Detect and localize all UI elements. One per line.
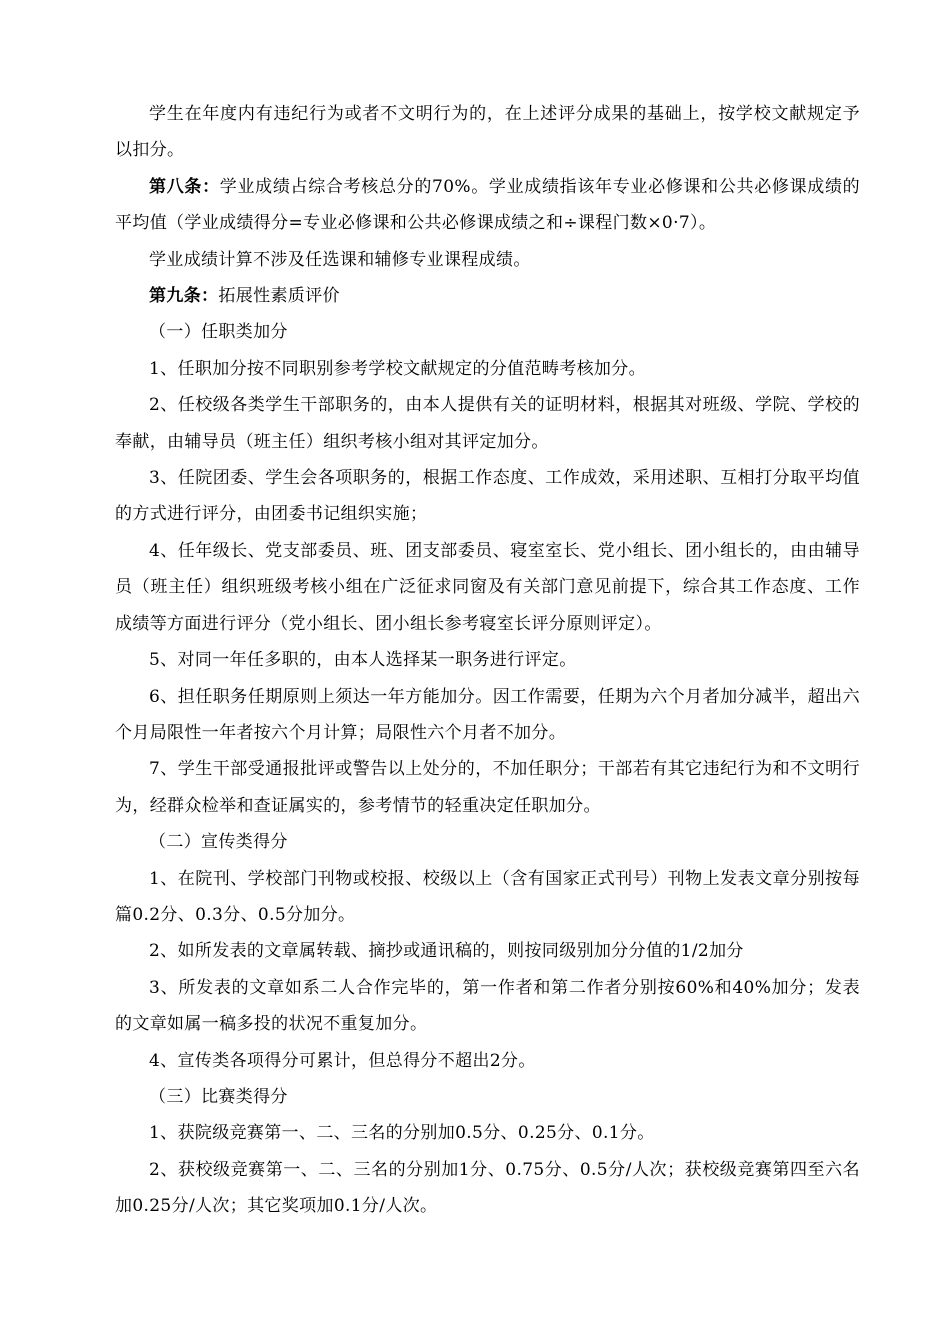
list-item (115, 533, 860, 642)
list-item (115, 1152, 860, 1225)
paragraph-discipline-deduction (115, 96, 860, 169)
list-item-text: 3、任院团委、学生会各项职务的，根据工作态度、工作成效，采用述职、互相打分取平均值的方式进行评分，由团委书记组织实施； (115, 468, 860, 525)
list-item (115, 1115, 860, 1151)
list-item (115, 751, 860, 824)
paragraph-text: 学业成绩占综合考核总分的70%。学业成绩指该年专业必修课和公共必修课成绩的平均值（学业成绩得分=专业必修课和公共必修课成绩之和÷课程门数×0·7）。 (115, 176, 861, 234)
list-item-text: 2、如所发表的文章属转载、摘抄或通讯稿的，则按同级别加分分值的1/2加分 (149, 941, 744, 962)
paragraph-article-8 (115, 169, 860, 242)
list-item (115, 861, 860, 934)
list-item (115, 460, 860, 533)
list-item-text: 7、学生干部受通报批评或警告以上处分的，不加任职分；干部若有其它违纪行为和不文明行为，经群众检举和查证属实的，参考情节的轻重决定任职加分。 (115, 759, 860, 816)
list-item-text: 3、所发表的文章如系二人合作完毕的，第一作者和第二作者分别按60%和40%加分；发表的文章如属一稿多投的状况不重复加分。 (115, 977, 860, 1035)
paragraph-text: 学业成绩计算不涉及任选课和辅修专业课程成绩。 (149, 249, 531, 270)
list-item-text: 4、宣传类各项得分可累计，但总得分不超出2分。 (149, 1050, 536, 1071)
list-item-text: 2、获校级竞赛第一、二、三名的分别加1分、0.75分、0.5分/人次；获校级竞赛第四至六名加0.25分/人次；其它奖项加0.1分/人次。 (115, 1159, 860, 1217)
article-heading: 第八条： (149, 176, 220, 197)
section-heading-text: （二）宣传类得分 (149, 832, 288, 853)
document-body (115, 96, 860, 1225)
list-item (115, 679, 860, 752)
paragraph-elective-exclusion (115, 242, 860, 278)
list-item-text: 1、任职加分按不同职别参考学校文献规定的分值范畴考核加分。 (149, 358, 646, 379)
paragraph-text: 拓展性素质评价 (218, 286, 340, 307)
list-item (115, 387, 860, 460)
section-heading-text: （三）比赛类得分 (149, 1086, 288, 1107)
list-item (115, 933, 860, 969)
list-item (115, 1043, 860, 1079)
paragraph-text: 学生在年度内有违纪行为或者不文明行为的，在上述评分成果的基础上，按学校文献规定予以扣分。 (115, 104, 860, 161)
list-item-text: 1、在院刊、学校部门刊物或校报、校级以上（含有国家正式刊号）刊物上发表文章分别按每篇0.2分、0.3分、0.5分加分。 (115, 868, 860, 925)
paragraph-article-9 (115, 278, 860, 314)
section-heading-competition (115, 1079, 860, 1115)
list-item-text: 4、任年级长、党支部委员、班、团支部委员、寝室室长、党小组长、团小组长的，由由辅导员（班主任）组织班级考核小组在广泛征求同窗及有关部门意见前提下，综合其工作态度、工作成绩等方面进行评分（党小组长、团小组长参考寝室长评分原则评定）。 (115, 540, 860, 634)
section-heading-publicity (115, 824, 860, 860)
list-item-text: 5、对同一年任多职的，由本人选择某一职务进行评定。 (149, 650, 577, 671)
list-item (115, 351, 860, 387)
section-heading-office (115, 314, 860, 350)
list-item-text: 2、任校级各类学生干部职务的，由本人提供有关的证明材料，根据其对班级、学院、学校的奉献，由辅导员（班主任）组织考核小组对其评定加分。 (115, 395, 860, 452)
article-heading: 第九条： (149, 286, 219, 307)
list-item (115, 970, 860, 1043)
list-item (115, 642, 860, 678)
list-item-text: 1、获院级竞赛第一、二、三名的分别加0.5分、0.25分、0.1分。 (149, 1123, 655, 1144)
list-item-text: 6、担任职务任期原则上须达一年方能加分。因工作需要，任期为六个月者加分减半，超出六个月局限性一年者按六个月计算；局限性六个月者不加分。 (115, 686, 860, 743)
section-heading-text: （一）任职类加分 (149, 322, 288, 343)
